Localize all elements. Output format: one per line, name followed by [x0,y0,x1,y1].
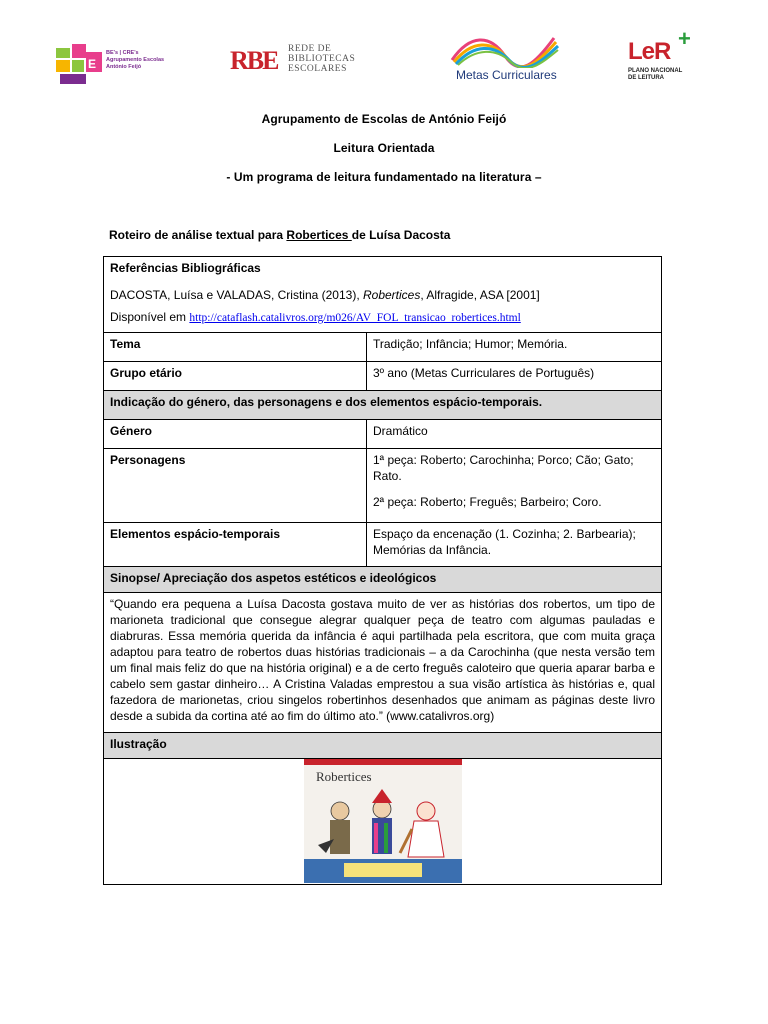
ler-plano-nacional-logo [626,26,706,92]
references-citation [110,287,655,303]
references-cell [104,257,662,333]
be-cre-logo-text: António Feijó [106,64,142,70]
program-subtitle: - Um programa de leitura fundamentado na literatura – [226,170,542,184]
personagens-label: Personagens [104,449,367,523]
ilustracao-cell [104,759,662,885]
ler-logo-text: PLANO NACIONAL [628,68,683,74]
grupo-etario-label: Grupo etário [104,362,367,391]
document-header [0,112,768,199]
svg-text:E: E [88,57,97,71]
ler-logo-text: DE LEITURA [628,75,664,81]
school-name: Agrupamento de Escolas de António Feijó [261,112,507,126]
rbe-logo-mark: RBE [230,46,278,75]
metas-wave-icon [450,34,560,68]
table-row [104,593,662,733]
grupo-etario-value: 3º ano (Metas Curriculares de Português) [367,362,662,391]
table-row [104,257,662,333]
references-heading: Referências Bibliográficas [110,261,261,275]
be-cre-mark-icon [56,42,104,88]
table-row [104,449,662,523]
personagens-cell [367,449,662,523]
analysis-table [103,256,662,885]
table-row [104,362,662,391]
genero-label: Género [104,420,367,449]
ilustracao-heading: Ilustração [104,733,662,759]
tema-label: Tema [104,333,367,362]
program-name: Leitura Orientada [333,141,435,155]
be-cre-logo [56,42,176,88]
rbe-logo-text: ESCOLARES [288,64,347,74]
available-line [110,309,655,326]
roteiro-suffix: de Luísa Dacosta [351,228,451,242]
table-row [104,333,662,362]
table-row [104,733,662,759]
genero-value: Dramático [367,420,662,449]
ler-logo-word: LeR [628,38,671,65]
personagens-second-play: 2ª peça: Roberto; Freguês; Barbeiro; Coro. [373,495,602,509]
indicacao-heading: Indicação do género, das personagens e dos elementos espácio-temporais. [104,391,662,420]
roteiro-title [109,228,450,242]
book-cover-image [304,759,462,883]
be-cre-logo-text: BE's | CRE's [106,50,139,56]
plus-icon: + [678,26,691,51]
citation-publisher: , Alfragide, ASA [2001] [420,288,540,302]
elementos-label: Elementos espácio-temporais [104,523,367,567]
roteiro-book-title: Robertices [286,228,352,242]
table-row [104,391,662,420]
rbe-logo [230,44,370,80]
sinopse-heading: Sinopse/ Apreciação dos aspetos estéticos e ideológicos [104,567,662,593]
catalivros-link[interactable]: http://cataflash.catalivros.org/m026/AV_FOL_transicao_robertices.html [189,312,521,324]
tema-value: Tradição; Infância; Humor; Memória. [367,333,662,362]
cover-title-text: Robertices [315,769,372,784]
elementos-value: Espaço da encenação (1. Cozinha; 2. Barbearia); Memórias da Infância. [367,523,662,567]
be-cre-logo-text: Agrupamento Escolas [106,57,165,63]
roteiro-prefix: Roteiro de análise textual para [109,228,287,242]
table-row [104,420,662,449]
sinopse-text: “Quando era pequena a Luísa Dacosta gostava muito de ver as histórias dos robertos, um tipo de marioneta tradicional que consegue alegrar qualquer peça de teatro com algumas pauladas e diabruras. Essa memória querida da infância é aqui partilhada pela escritora, que com muita graça adaptou para teatro de robertos duas histórias tradicionais – a da Carochinha (que nesta versão tem um final mais feliz do que na história original) e a de certo freguês caloteiro que queria aparar barba e cabelo sem gastar dinheiro… A Cristina Valadas emprestou a sua visão artística às histórias e, qual fazedora de marionetas, criou singelos robertinhos desenhados que animam as páginas deste livro desde a subida da cortina até ao fim do último ato.” (www.catalivros.org) [104,593,662,733]
metas-logo-text: Metas Curriculares [456,68,557,82]
available-label: Disponível em [110,310,190,324]
citation-authors: DACOSTA, Luísa e VALADAS, Cristina (2013), [110,288,363,302]
rbe-logo-text: BIBLIOTECAS [288,54,356,64]
metas-curriculares-logo [450,34,570,84]
rbe-logo-text: REDE DE [288,44,332,54]
table-row [104,523,662,567]
table-row [104,567,662,593]
citation-title: Robertices [362,288,421,302]
table-row [104,759,662,885]
logo-bar [0,26,768,100]
personagens-first-play: 1ª peça: Roberto; Carochinha; Porco; Cão; Gato; Rato. [373,453,634,483]
